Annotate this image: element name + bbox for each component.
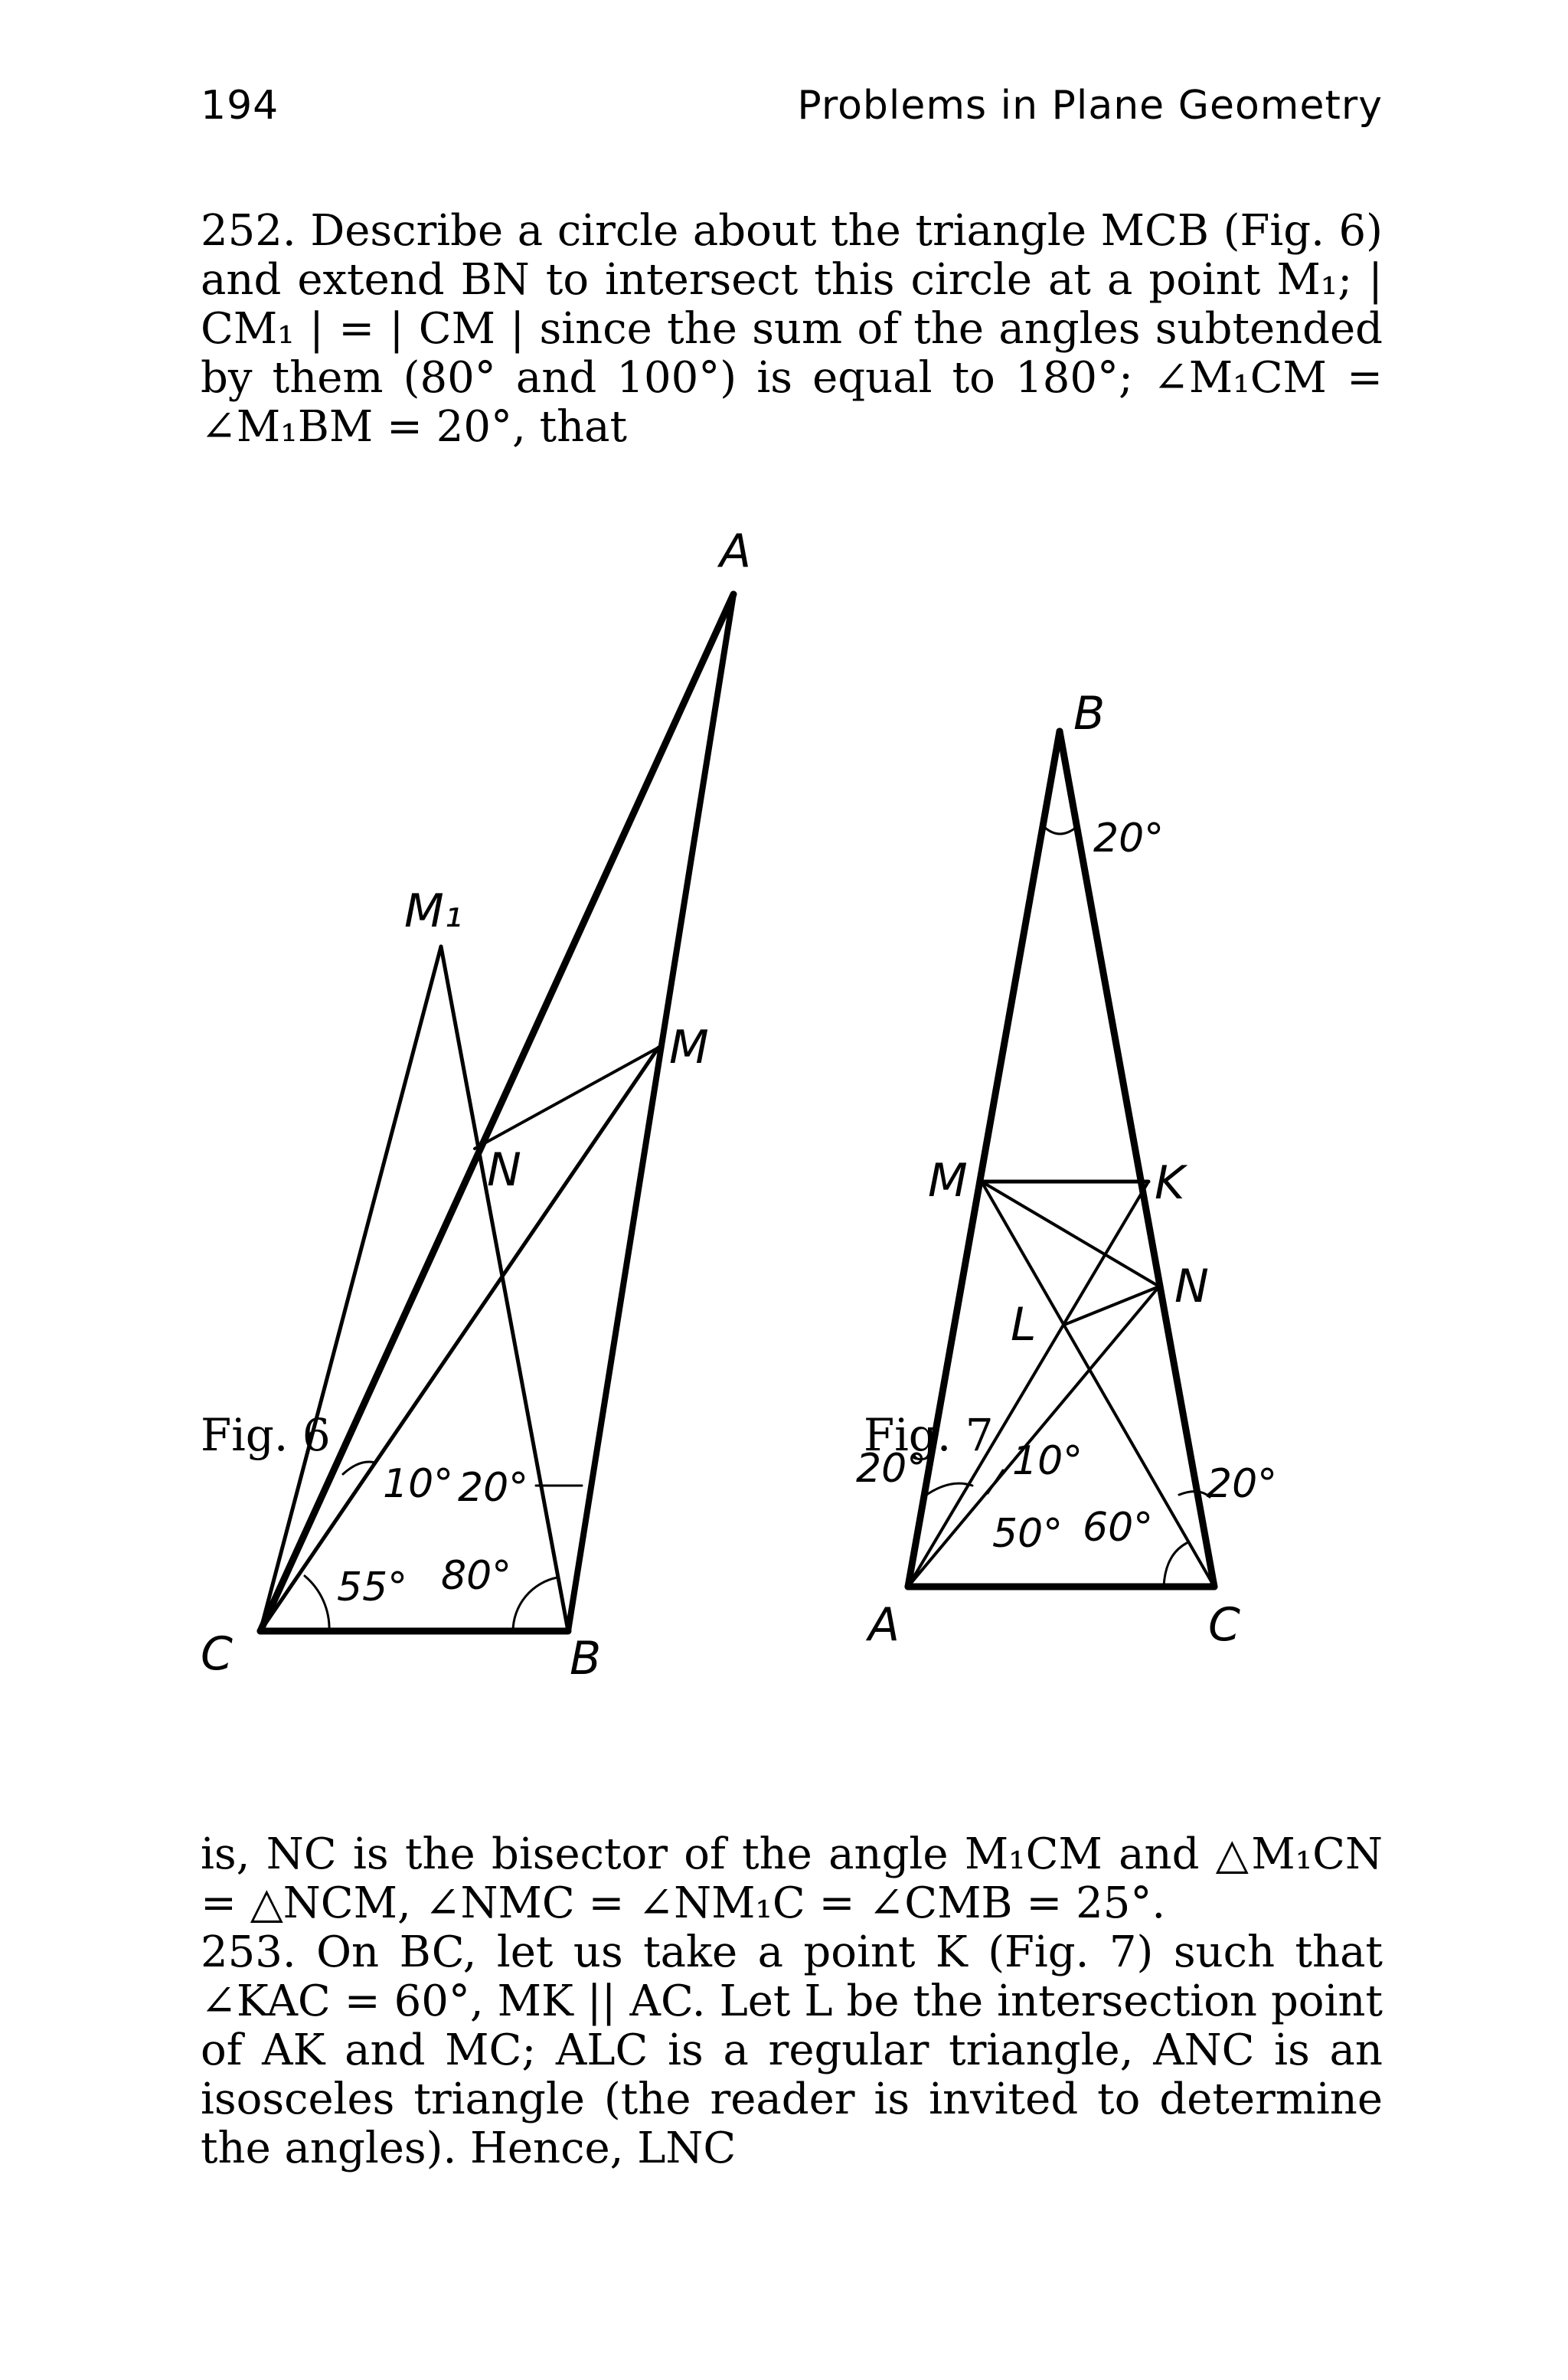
fig7-label-C: C (1208, 1598, 1240, 1652)
fig7-label-N: N (1174, 1260, 1209, 1313)
paragraph-252: 252. Describe a circle about the triangle MCB (Fig. 6) and extend BN to intersect this circle at a point M₁; | CM₁ | = | CM | since the sum of the angles subtended by them (80° and 100°) is equal to 180°; ∠M₁CM = ∠M₁BM = 20°, that (201, 206, 1383, 452)
fig6-label-M1: M₁ (404, 884, 462, 938)
arc-a60 (1164, 1543, 1187, 1587)
fig7-label-M: M (928, 1154, 968, 1208)
fig7-angle-top-20: 20° (1093, 816, 1165, 861)
fig6-angle-80: 80° (441, 1553, 512, 1599)
paragraph-253: 253. On BC, let us take a point K (Fig. 7) such that ∠KAC = 60°, MK || AC. Let L be the intersection point of AK and MC; ALC is a regular triangle, ANC is an isosceles triangle (the reader is invited to determine the angles). Hence, LNC (201, 1927, 1383, 2173)
fig6-angle-10: 10° (383, 1461, 454, 1507)
arc-angle-55 (305, 1576, 329, 1631)
arc-a10 (988, 1470, 1003, 1493)
running-title: Problems in Plane Geometry (797, 83, 1383, 129)
segment-M1B (441, 946, 568, 1631)
fig6-label-N: N (487, 1143, 521, 1197)
fig7-label-A: A (868, 1598, 900, 1652)
paragraph-252-continued: is, NC is the bisector of the angle M₁CM and △M₁CN = △NCM, ∠NMC = ∠NM₁C = ∠CMB = 25°. (201, 1829, 1383, 1928)
fig7-label-B: B (1073, 687, 1106, 740)
figure-7 (856, 687, 1277, 1652)
fig6-label-M: M (669, 1021, 709, 1074)
segment-MN (982, 1182, 1159, 1286)
figure-7-caption: Fig. 7 (864, 1409, 994, 1461)
fig7-angle-60: 60° (1083, 1505, 1154, 1551)
fig7-label-K: K (1155, 1156, 1185, 1210)
arc-top-20 (1044, 827, 1076, 834)
fig7-angle-left-20: 20° (856, 1446, 927, 1492)
fig7-angle-50: 50° (992, 1511, 1063, 1557)
fig6-label-B: B (570, 1632, 602, 1685)
page-number: 194 (201, 83, 279, 129)
fig6-angle-55: 55° (337, 1564, 408, 1610)
segment-AB (568, 594, 733, 1631)
fig6-label-A: A (720, 525, 752, 578)
fig6-angle-20: 20° (458, 1465, 529, 1511)
fig7-label-L: L (1011, 1298, 1037, 1352)
segment-CM (260, 1048, 658, 1631)
fig7-angle-right-20: 20° (1207, 1461, 1278, 1507)
fig6-label-C: C (201, 1627, 233, 1681)
continuation-text (201, 1830, 1383, 2173)
figure-6 (201, 525, 751, 1685)
arc-angle-80 (513, 1577, 557, 1631)
figure-6-caption: Fig. 6 (201, 1409, 331, 1461)
fig7-angle-10: 10° (1012, 1438, 1083, 1484)
